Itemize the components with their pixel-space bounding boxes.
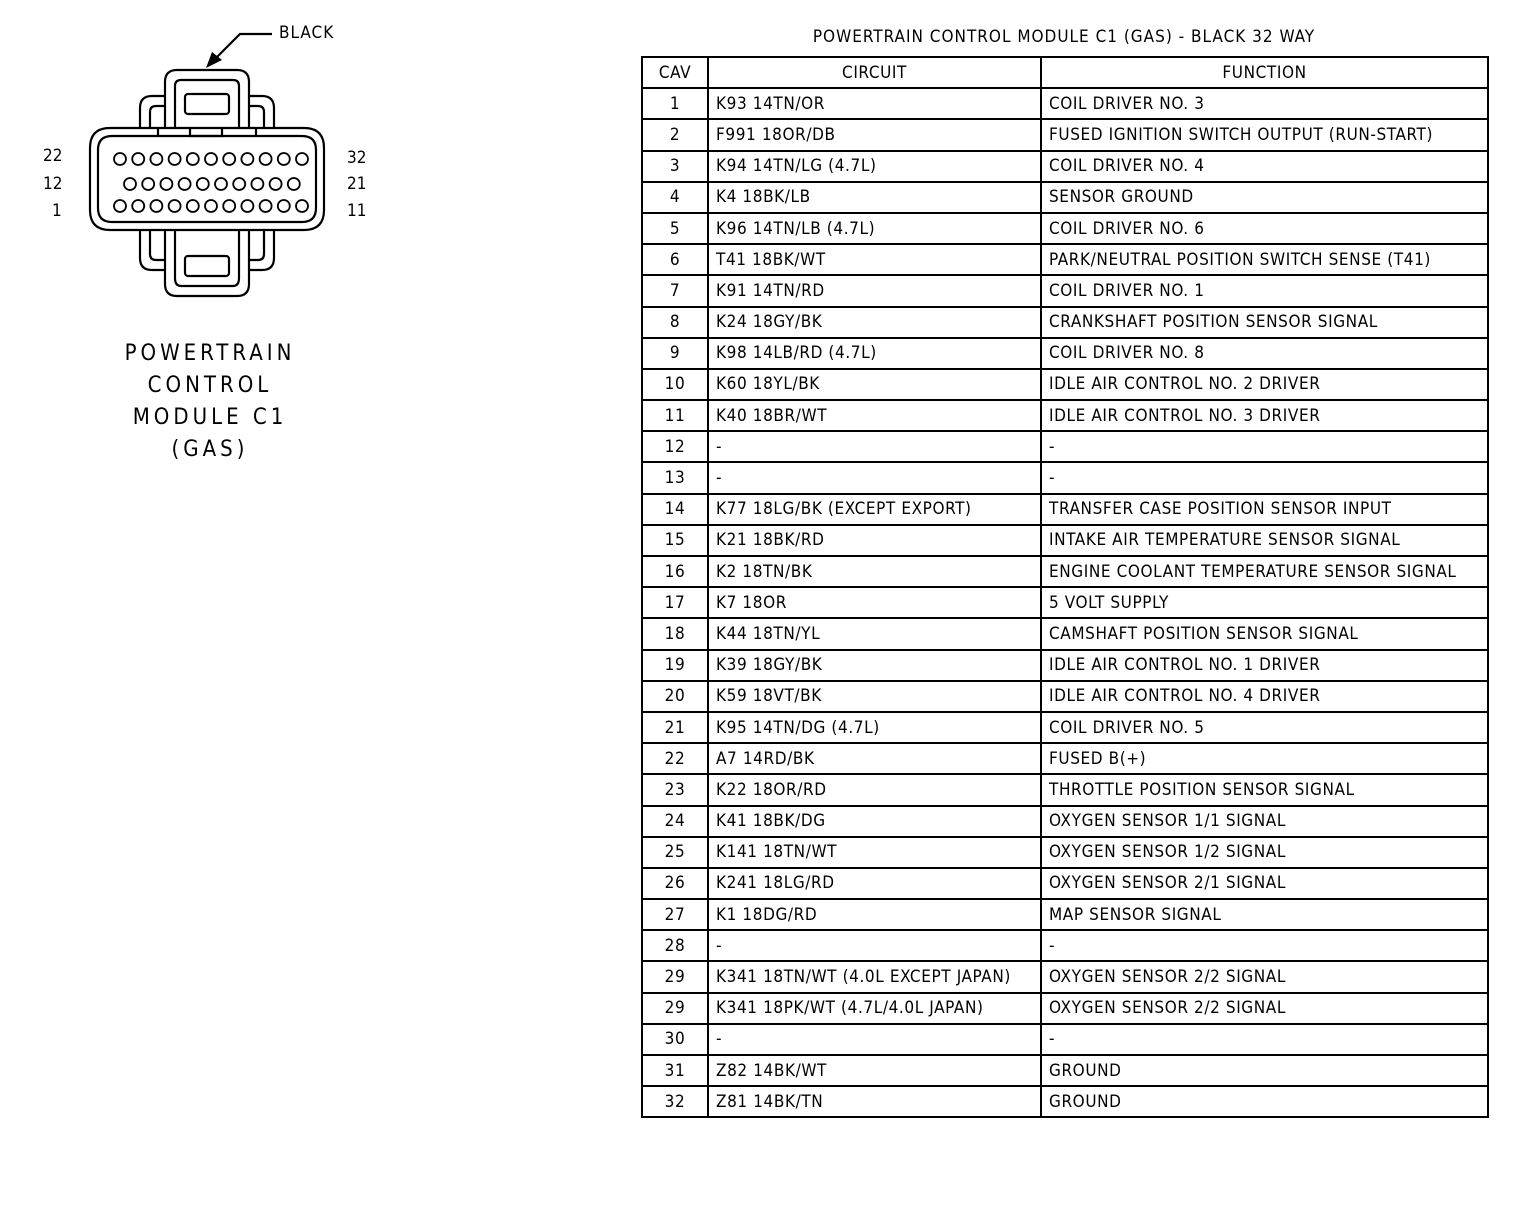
cavity-hole [187, 200, 199, 212]
cavity-hole [142, 178, 154, 190]
circuit-cell: A7 14RD/BK [708, 743, 1041, 774]
circuit-cell: K77 18LG/BK (EXCEPT EXPORT) [708, 494, 1041, 525]
connector-face-drawing [0, 0, 600, 320]
cavity-hole [233, 178, 245, 190]
function-cell: COIL DRIVER NO. 4 [1041, 151, 1488, 182]
table-row [642, 774, 1488, 805]
function-cell: - [1041, 1024, 1488, 1055]
table-row [642, 151, 1488, 182]
pin-label-22: 22 [43, 146, 63, 166]
cav-cell: 27 [642, 899, 708, 930]
circuit-cell: K94 14TN/LG (4.7L) [708, 151, 1041, 182]
table-row [642, 618, 1488, 649]
cavity-hole [205, 200, 217, 212]
cav-cell: 26 [642, 868, 708, 899]
cav-cell: 30 [642, 1024, 708, 1055]
table-row [642, 681, 1488, 712]
table-row [642, 88, 1488, 119]
pinout-table [641, 56, 1489, 1118]
circuit-cell: K7 18OR [708, 587, 1041, 618]
function-cell: IDLE AIR CONTROL NO. 4 DRIVER [1041, 681, 1488, 712]
table-row [642, 1024, 1488, 1055]
circuit-cell: - [708, 1024, 1041, 1055]
connector-diagram [0, 0, 600, 520]
circuit-cell: K341 18TN/WT (4.0L EXCEPT JAPAN) [708, 961, 1041, 992]
pin-label-12: 12 [43, 174, 63, 194]
cavity-hole [132, 153, 144, 165]
function-cell: INTAKE AIR TEMPERATURE SENSOR SIGNAL [1041, 525, 1488, 556]
cavity-hole [150, 200, 162, 212]
function-cell: COIL DRIVER NO. 3 [1041, 88, 1488, 119]
cav-cell: 18 [642, 618, 708, 649]
table-row [642, 961, 1488, 992]
cav-cell: 9 [642, 338, 708, 369]
cav-cell: 25 [642, 837, 708, 868]
cavity-hole [241, 200, 253, 212]
circuit-cell: K141 18TN/WT [708, 837, 1041, 868]
circuit-cell: T41 18BK/WT [708, 244, 1041, 275]
cav-cell: 8 [642, 307, 708, 338]
cav-cell: 4 [642, 182, 708, 213]
table-row [642, 1055, 1488, 1086]
circuit-cell: K93 14TN/OR [708, 88, 1041, 119]
connector-name-line-3: MODULE C1 [132, 405, 288, 430]
function-cell: ENGINE COOLANT TEMPERATURE SENSOR SIGNAL [1041, 556, 1488, 587]
table-row [642, 930, 1488, 961]
cav-cell: 14 [642, 494, 708, 525]
function-cell: - [1041, 930, 1488, 961]
circuit-cell: K40 18BR/WT [708, 400, 1041, 431]
circuit-cell: K22 18OR/RD [708, 774, 1041, 805]
cav-cell: 16 [642, 556, 708, 587]
table-row [642, 556, 1488, 587]
connector-name-line-1: POWERTRAIN [124, 341, 296, 366]
function-cell: OXYGEN SENSOR 1/2 SIGNAL [1041, 837, 1488, 868]
cav-cell: 29 [642, 993, 708, 1024]
cav-cell: 6 [642, 244, 708, 275]
function-cell: IDLE AIR CONTROL NO. 1 DRIVER [1041, 650, 1488, 681]
header-circuit: CIRCUIT [708, 57, 1041, 88]
table-row [642, 307, 1488, 338]
cav-cell: 13 [642, 462, 708, 493]
cav-cell: 19 [642, 650, 708, 681]
function-cell: COIL DRIVER NO. 1 [1041, 275, 1488, 306]
pin-label-11: 11 [347, 201, 367, 221]
cavity-hole [278, 153, 290, 165]
function-cell: SENSOR GROUND [1041, 182, 1488, 213]
function-cell: CRANKSHAFT POSITION SENSOR SIGNAL [1041, 307, 1488, 338]
pin-label-21: 21 [347, 174, 367, 194]
circuit-cell: K98 14LB/RD (4.7L) [708, 338, 1041, 369]
function-cell: GROUND [1041, 1055, 1488, 1086]
circuit-cell: K60 18YL/BK [708, 369, 1041, 400]
cav-cell: 10 [642, 369, 708, 400]
cav-cell: 3 [642, 151, 708, 182]
function-cell: GROUND [1041, 1086, 1488, 1117]
cavity-hole [132, 200, 144, 212]
header-cav: CAV [642, 57, 708, 88]
cav-cell: 23 [642, 774, 708, 805]
cav-cell: 21 [642, 712, 708, 743]
table-row [642, 1086, 1488, 1117]
circuit-cell: K39 18GY/BK [708, 650, 1041, 681]
table-row [642, 743, 1488, 774]
circuit-cell: K4 18BK/LB [708, 182, 1041, 213]
function-cell: COIL DRIVER NO. 6 [1041, 213, 1488, 244]
table-row [642, 400, 1488, 431]
cav-cell: 15 [642, 525, 708, 556]
circuit-cell: K41 18BK/DG [708, 806, 1041, 837]
cav-cell: 11 [642, 400, 708, 431]
table-header-row [642, 57, 1488, 88]
cavity-hole [241, 153, 253, 165]
circuit-cell: Z82 14BK/WT [708, 1055, 1041, 1086]
circuit-cell: K1 18DG/RD [708, 899, 1041, 930]
function-cell: IDLE AIR CONTROL NO. 3 DRIVER [1041, 400, 1488, 431]
function-cell: TRANSFER CASE POSITION SENSOR INPUT [1041, 494, 1488, 525]
connector-name-line-2: CONTROL [147, 373, 273, 398]
cavity-hole [215, 178, 227, 190]
cavity-hole [278, 200, 290, 212]
circuit-cell: K95 14TN/DG (4.7L) [708, 712, 1041, 743]
circuit-cell: K341 18PK/WT (4.7L/4.0L JAPAN) [708, 993, 1041, 1024]
function-cell: COIL DRIVER NO. 5 [1041, 712, 1488, 743]
cavity-hole [197, 178, 209, 190]
table-row [642, 119, 1488, 150]
table-row [642, 244, 1488, 275]
cav-cell: 2 [642, 119, 708, 150]
connector-color-callout: BLACK [279, 23, 335, 43]
pin-label-32: 32 [347, 148, 367, 168]
table-row [642, 993, 1488, 1024]
function-cell: IDLE AIR CONTROL NO. 2 DRIVER [1041, 369, 1488, 400]
circuit-cell: - [708, 462, 1041, 493]
function-cell: CAMSHAFT POSITION SENSOR SIGNAL [1041, 618, 1488, 649]
circuit-cell: Z81 14BK/TN [708, 1086, 1041, 1117]
table-row [642, 275, 1488, 306]
cavity-hole [179, 178, 191, 190]
cavity-hole [160, 178, 172, 190]
cavity-hole [124, 178, 136, 190]
cavity-hole [251, 178, 263, 190]
cavity-hole [223, 153, 235, 165]
cavity-hole [114, 153, 126, 165]
cavity-hole [270, 178, 282, 190]
cavity-hole [288, 178, 300, 190]
cavity-hole [296, 200, 308, 212]
table-row [642, 868, 1488, 899]
function-cell: - [1041, 431, 1488, 462]
cavity-hole [187, 153, 199, 165]
table-row [642, 213, 1488, 244]
function-cell: FUSED B(+) [1041, 743, 1488, 774]
cavity-hole [150, 153, 162, 165]
table-row [642, 369, 1488, 400]
function-cell: FUSED IGNITION SWITCH OUTPUT (RUN-START) [1041, 119, 1488, 150]
cav-cell: 32 [642, 1086, 708, 1117]
header-function: FUNCTION [1041, 57, 1488, 88]
table-row [642, 525, 1488, 556]
table-row [642, 431, 1488, 462]
cavity-hole [260, 153, 272, 165]
pin-label-1: 1 [52, 201, 62, 221]
circuit-cell: K241 18LG/RD [708, 868, 1041, 899]
table-row [642, 837, 1488, 868]
cav-cell: 17 [642, 587, 708, 618]
circuit-cell: K96 14TN/LB (4.7L) [708, 213, 1041, 244]
cav-cell: 29 [642, 961, 708, 992]
table-row [642, 462, 1488, 493]
table-row [642, 712, 1488, 743]
function-cell: 5 VOLT SUPPLY [1041, 587, 1488, 618]
function-cell: PARK/NEUTRAL POSITION SWITCH SENSE (T41) [1041, 244, 1488, 275]
circuit-cell: K91 14TN/RD [708, 275, 1041, 306]
function-cell: - [1041, 462, 1488, 493]
cav-cell: 31 [642, 1055, 708, 1086]
circuit-cell: K2 18TN/BK [708, 556, 1041, 587]
connector-name-line-4: (GAS) [171, 437, 249, 462]
circuit-cell: K24 18GY/BK [708, 307, 1041, 338]
cav-cell: 24 [642, 806, 708, 837]
function-cell: OXYGEN SENSOR 1/1 SIGNAL [1041, 806, 1488, 837]
cav-cell: 1 [642, 88, 708, 119]
cav-cell: 5 [642, 213, 708, 244]
function-cell: OXYGEN SENSOR 2/2 SIGNAL [1041, 993, 1488, 1024]
cav-cell: 12 [642, 431, 708, 462]
circuit-cell: K44 18TN/YL [708, 618, 1041, 649]
circuit-cell: - [708, 930, 1041, 961]
table-row [642, 338, 1488, 369]
table-row [642, 182, 1488, 213]
table-title: POWERTRAIN CONTROL MODULE C1 (GAS) - BLACK 32 WAY [812, 27, 1316, 47]
function-cell: COIL DRIVER NO. 8 [1041, 338, 1488, 369]
cavity-hole [169, 200, 181, 212]
cavity-hole [114, 200, 126, 212]
circuit-cell: K21 18BK/RD [708, 525, 1041, 556]
circuit-cell: K59 18VT/BK [708, 681, 1041, 712]
circuit-cell: F991 18OR/DB [708, 119, 1041, 150]
circuit-cell: - [708, 431, 1041, 462]
cav-cell: 20 [642, 681, 708, 712]
cav-cell: 28 [642, 930, 708, 961]
table-row [642, 650, 1488, 681]
cavity-hole [223, 200, 235, 212]
cavity-hole [296, 153, 308, 165]
cav-cell: 22 [642, 743, 708, 774]
table-row [642, 494, 1488, 525]
table-row [642, 806, 1488, 837]
cavity-hole [169, 153, 181, 165]
cavity-hole [205, 153, 217, 165]
cav-cell: 7 [642, 275, 708, 306]
table-row [642, 899, 1488, 930]
function-cell: MAP SENSOR SIGNAL [1041, 899, 1488, 930]
function-cell: OXYGEN SENSOR 2/1 SIGNAL [1041, 868, 1488, 899]
cavity-hole [260, 200, 272, 212]
function-cell: OXYGEN SENSOR 2/2 SIGNAL [1041, 961, 1488, 992]
table-row [642, 587, 1488, 618]
function-cell: THROTTLE POSITION SENSOR SIGNAL [1041, 774, 1488, 805]
